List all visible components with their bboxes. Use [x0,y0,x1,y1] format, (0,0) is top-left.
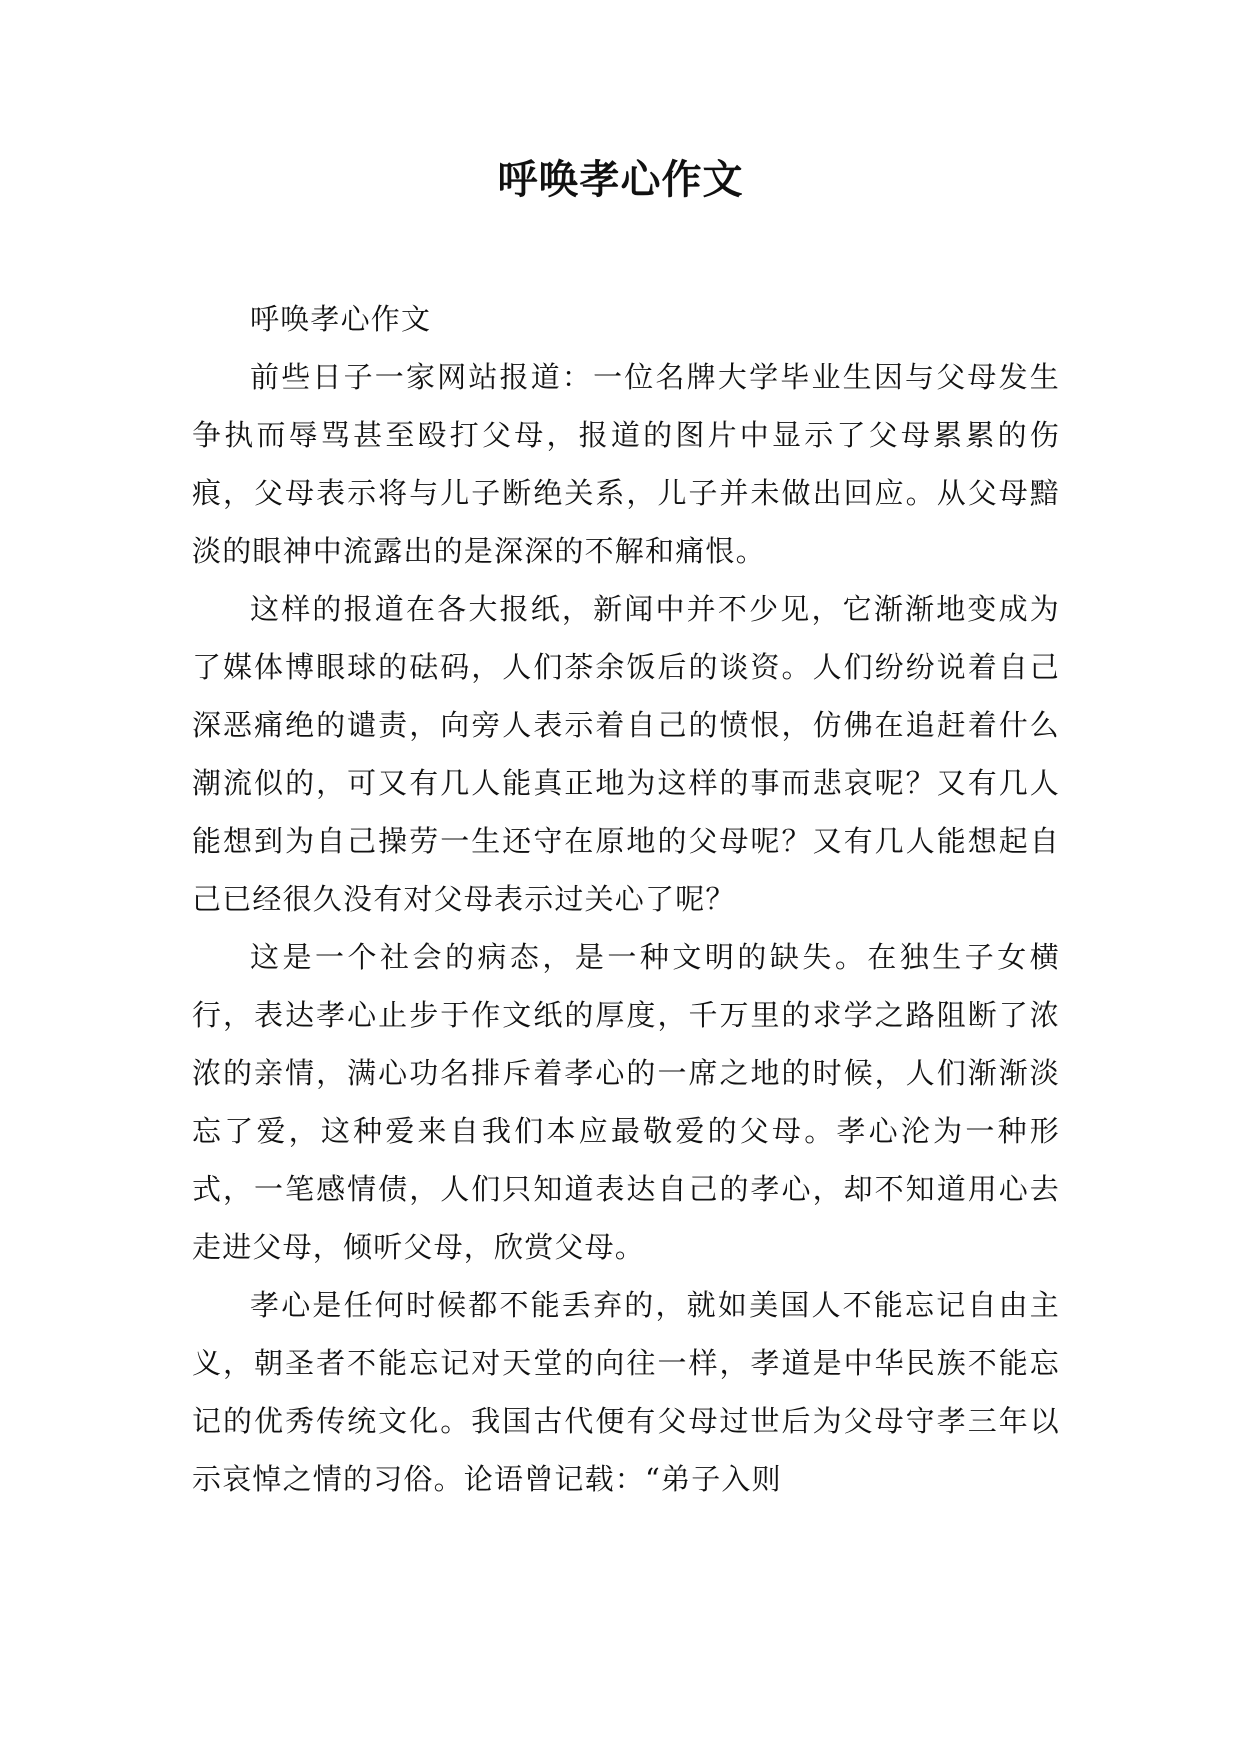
paragraph: 这样的报道在各大报纸，新闻中并不少见，它渐渐地变成为了媒体博眼球的砝码，人们茶余饭后的谈资。人们纷纷说着自己深恶痛绝的谴责，向旁人表示着自己的愤恨，仿佛在追赶着什么潮流似的，可又有几人能真正地为这样的事而悲哀呢？又有几人能想到为自己操劳一生还守在原地的父母呢？又有几人能想起自己已经很久没有对父母表示过关心了呢？ [192,592,1060,916]
document-body [192,290,1060,1508]
document-title: 呼唤孝心作文 [497,157,744,203]
paragraph: 前些日子一家网站报道：一位名牌大学毕业生因与父母发生争执而辱骂甚至殴打父母，报道的图片中显示了父母累累的伤痕，父母表示将与儿子断绝关系，儿子并未做出回应。从父母黯淡的眼神中流露出的是深深的不解和痛恨。 [192,360,1060,568]
paragraph: 这是一个社会的病态，是一种文明的缺失。在独生子女横行，表达孝心止步于作文纸的厚度，千万里的求学之路阻断了浓浓的亲情，满心功名排斥着孝心的一席之地的时候，人们渐渐淡忘了爱，这种爱来自我们本应最敬爱的父母。孝心沦为一种形式，一笔感情债，人们只知道表达自己的孝心，却不知道用心去走进父母，倾听父母，欣赏父母。 [192,940,1060,1264]
paragraph: 孝心是任何时候都不能丢弃的，就如美国人不能忘记自由主义，朝圣者不能忘记对天堂的向往一样，孝道是中华民族不能忘记的优秀传统文化。我国古代便有父母过世后为父母守孝三年以示哀悼之情的习俗。论语曾记载：“弟子入则 [192,1288,1060,1496]
paragraph-subtitle: 呼唤孝心作文 [250,302,432,336]
